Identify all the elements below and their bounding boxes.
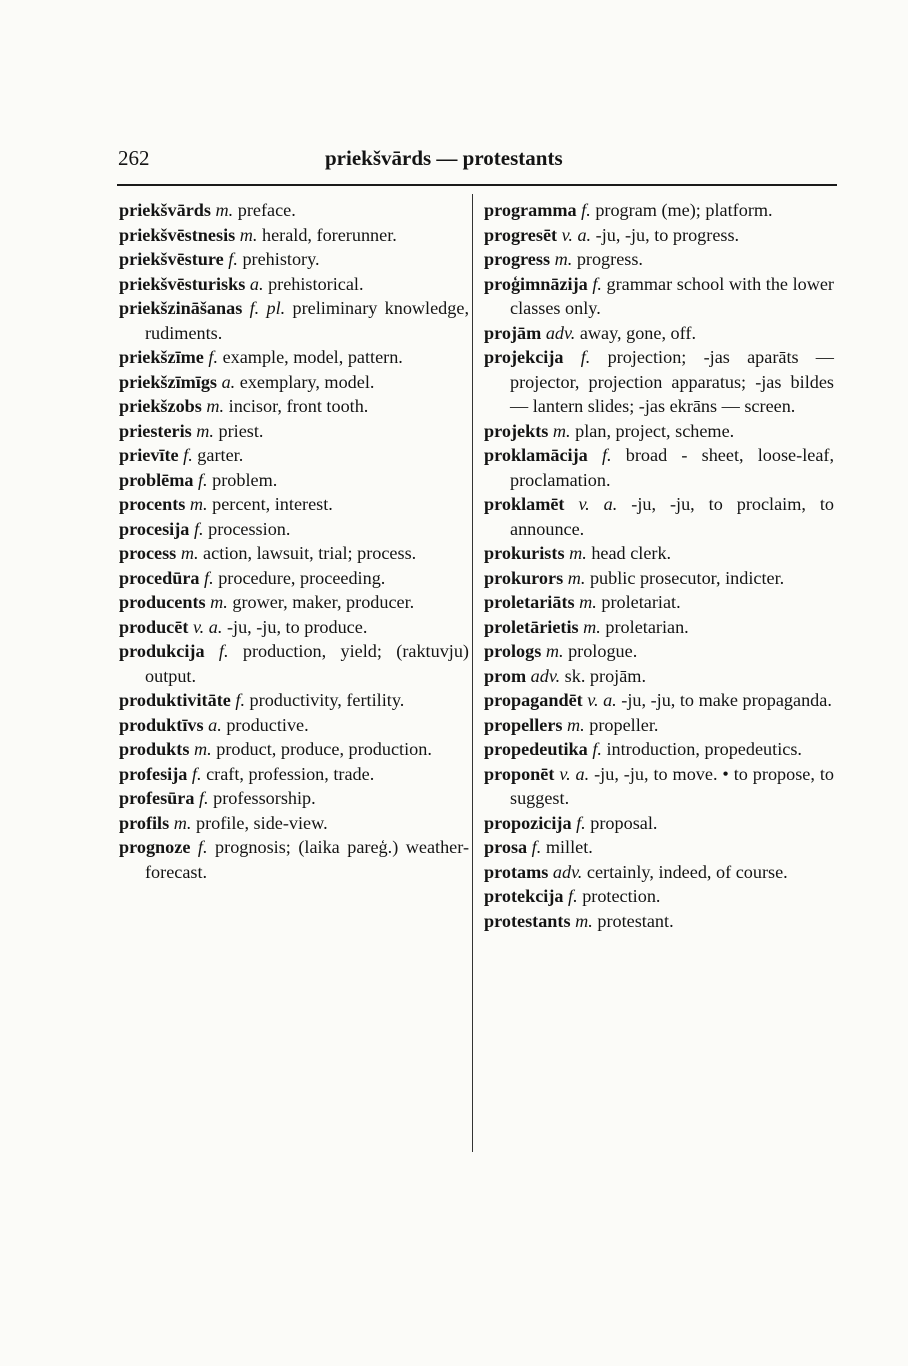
entry-grammar: f. bbox=[218, 641, 229, 661]
entry-headword: produktīvs bbox=[119, 714, 204, 735]
entry-headword: proklamēt bbox=[484, 494, 565, 514]
entry-definition: protection. bbox=[582, 886, 661, 906]
entry-definition: proletarian. bbox=[605, 616, 689, 637]
entry-headword: projām bbox=[484, 322, 542, 343]
entry-headword: prokurors bbox=[484, 567, 564, 588]
entry-definition: profile, side-view. bbox=[195, 812, 328, 833]
dictionary-entry bbox=[484, 345, 834, 419]
dictionary-entry bbox=[119, 688, 469, 713]
entry-definition: -ju, -ju, to progress. bbox=[595, 224, 740, 245]
entry-definition: productivity, fertility. bbox=[249, 690, 405, 710]
column-divider bbox=[472, 194, 473, 1152]
entry-headword: producents bbox=[119, 592, 206, 612]
dictionary-entry bbox=[119, 345, 469, 370]
dictionary-entry bbox=[484, 713, 834, 738]
entry-headword: profesūra bbox=[119, 788, 195, 808]
dictionary-entry bbox=[119, 272, 469, 297]
entry-headword: prom bbox=[484, 665, 527, 686]
entry-grammar: f. bbox=[191, 763, 202, 784]
entry-definition: -ju, -ju, to produce. bbox=[226, 616, 368, 637]
entry-grammar: v. a. bbox=[561, 224, 592, 245]
entry-grammar: f. bbox=[235, 690, 245, 710]
entry-grammar: m. bbox=[196, 420, 214, 441]
entry-definition: prologue. bbox=[568, 641, 638, 661]
dictionary-entry bbox=[119, 443, 469, 468]
entry-grammar: m. bbox=[583, 616, 601, 637]
entry-grammar: f. bbox=[592, 273, 602, 294]
entry-definition: productive. bbox=[226, 714, 309, 735]
entry-definition: craft, profession, trade. bbox=[206, 763, 375, 784]
dictionary-entry bbox=[119, 590, 469, 615]
entry-grammar: m. bbox=[180, 543, 199, 563]
entry-definition: production, yield; (raktuvju) output. bbox=[145, 641, 469, 686]
entry-grammar: v. a. bbox=[578, 494, 618, 514]
entry-definition: garter. bbox=[197, 445, 244, 465]
dictionary-entry bbox=[119, 566, 469, 591]
entry-headword: process bbox=[119, 543, 177, 563]
entry-headword: priekšzīmīgs bbox=[119, 371, 218, 392]
dictionary-entry bbox=[119, 419, 469, 444]
entry-headword: protekcija bbox=[484, 886, 564, 906]
entry-grammar: v. a. bbox=[192, 616, 223, 637]
dictionary-entry bbox=[484, 419, 834, 444]
running-head: priekšvārds — protestants bbox=[325, 146, 563, 170]
dictionary-entry bbox=[119, 296, 469, 345]
dictionary-entry bbox=[484, 615, 834, 640]
dictionary-entry bbox=[484, 664, 834, 689]
entry-definition: proposal. bbox=[590, 812, 658, 833]
entry-definition: -ju, -ju, to move. • to propose, to suggest. bbox=[510, 763, 835, 808]
entry-headword: problēma bbox=[119, 469, 194, 490]
entry-definition: grammar school with the lower classes only. bbox=[510, 273, 834, 318]
entry-definition: product, produce, production. bbox=[216, 739, 432, 759]
dictionary-entry bbox=[484, 321, 834, 346]
entry-definition: incisor, front tooth. bbox=[228, 396, 369, 416]
dictionary-entry bbox=[484, 223, 834, 248]
entry-headword: proģimnāzija bbox=[484, 273, 588, 294]
dictionary-entry bbox=[119, 811, 469, 836]
dictionary-entry bbox=[119, 468, 469, 493]
entry-headword: priekšzobs bbox=[119, 396, 202, 416]
entry-grammar: m. bbox=[189, 494, 208, 514]
dictionary-entry bbox=[119, 762, 469, 787]
entry-definition: broad - sheet, loose-leaf, proclamation. bbox=[510, 445, 834, 490]
dictionary-entry bbox=[119, 639, 469, 688]
entry-headword: programma bbox=[484, 200, 577, 220]
entry-grammar: f. bbox=[601, 445, 612, 465]
entry-headword: prosa bbox=[484, 837, 528, 857]
entry-definition: program (me); platform. bbox=[595, 200, 773, 220]
entry-headword: progress bbox=[484, 249, 551, 269]
entry-headword: proletārietis bbox=[484, 616, 579, 637]
entry-grammar: a. bbox=[249, 273, 264, 294]
entry-definition: protestant. bbox=[597, 910, 674, 931]
entry-grammar: f. bbox=[193, 518, 204, 539]
dictionary-entry bbox=[484, 737, 834, 762]
entry-grammar: m. bbox=[545, 641, 564, 661]
entry-definition: head clerk. bbox=[591, 543, 672, 563]
entry-definition: procedure, proceeding. bbox=[218, 567, 386, 588]
right-column bbox=[484, 198, 834, 933]
entry-grammar: f. bbox=[592, 739, 602, 759]
dictionary-entry bbox=[484, 272, 834, 321]
entry-grammar: m. bbox=[193, 739, 212, 759]
dictionary-entry bbox=[119, 713, 469, 738]
entry-headword: procesija bbox=[119, 518, 190, 539]
entry-headword: prokurists bbox=[484, 543, 565, 563]
entry-headword: priekšzīme bbox=[119, 347, 204, 367]
entry-grammar: f. bbox=[576, 812, 586, 833]
entry-grammar: f. pl. bbox=[249, 298, 286, 318]
entry-grammar: m. bbox=[569, 543, 587, 563]
entry-headword: prognoze bbox=[119, 837, 191, 857]
dictionary-entry bbox=[119, 517, 469, 542]
dictionary-entry bbox=[484, 884, 834, 909]
dictionary-entry bbox=[484, 909, 834, 934]
dictionary-entry bbox=[119, 223, 469, 248]
entry-grammar: m. bbox=[567, 714, 585, 735]
dictionary-entry bbox=[484, 443, 834, 492]
dictionary-entry bbox=[119, 541, 469, 566]
entry-definition: percent, interest. bbox=[212, 494, 333, 514]
entry-definition: problem. bbox=[212, 469, 278, 490]
entry-definition: professorship. bbox=[213, 788, 316, 808]
dictionary-entry bbox=[484, 811, 834, 836]
entry-definition: prehistorical. bbox=[268, 273, 364, 294]
entry-headword: profesija bbox=[119, 763, 188, 784]
entry-definition: preliminary knowledge, rudiments. bbox=[145, 298, 469, 343]
dictionary-entry bbox=[119, 615, 469, 640]
entry-grammar: f. bbox=[531, 837, 542, 857]
entry-grammar: m. bbox=[215, 200, 234, 220]
entry-grammar: m. bbox=[567, 567, 586, 588]
entry-definition: prognosis; (laika pareģ.) weather-forecast. bbox=[145, 837, 470, 882]
dictionary-entry bbox=[119, 737, 469, 762]
entry-headword: proklamācija bbox=[484, 445, 588, 465]
entry-definition: grower, maker, producer. bbox=[232, 592, 415, 612]
entry-grammar: adv. bbox=[545, 322, 576, 343]
entry-headword: protams bbox=[484, 861, 549, 882]
entry-headword: profils bbox=[119, 812, 170, 833]
entry-grammar: m. bbox=[575, 910, 593, 931]
entry-grammar: m. bbox=[210, 592, 228, 612]
dictionary-entry bbox=[484, 590, 834, 615]
entry-definition: -ju, -ju, to proclaim, to announce. bbox=[510, 494, 835, 539]
entry-grammar: f. bbox=[581, 200, 591, 220]
dictionary-entry bbox=[484, 835, 834, 860]
entry-definition: introduction, propedeutics. bbox=[606, 739, 802, 759]
entry-headword: priekšvēsture bbox=[119, 249, 224, 269]
entry-definition: preface. bbox=[237, 200, 296, 220]
entry-definition: away, gone, off. bbox=[579, 322, 696, 343]
dictionary-entry bbox=[484, 762, 834, 811]
dictionary-entry bbox=[484, 688, 834, 713]
entry-grammar: adv. bbox=[552, 861, 583, 882]
entry-definition: action, lawsuit, trial; process. bbox=[203, 543, 417, 563]
entry-grammar: m. bbox=[579, 592, 597, 612]
entry-headword: priesteris bbox=[119, 420, 192, 441]
entry-headword: propellers bbox=[484, 714, 563, 735]
dictionary-entry bbox=[119, 786, 469, 811]
entry-headword: prievīte bbox=[119, 445, 179, 465]
entry-headword: produktivitāte bbox=[119, 690, 231, 710]
dictionary-entry bbox=[484, 247, 834, 272]
dictionary-entry bbox=[119, 370, 469, 395]
entry-definition: plan, project, scheme. bbox=[575, 420, 735, 441]
entry-headword: priekšvēstnesis bbox=[119, 224, 236, 245]
dictionary-entry bbox=[119, 198, 469, 223]
dictionary-entry bbox=[484, 198, 834, 223]
entry-definition: public prosecutor, indicter. bbox=[589, 567, 785, 588]
entry-grammar: f. bbox=[183, 445, 193, 465]
dictionary-entry bbox=[484, 860, 834, 885]
entry-grammar: f. bbox=[208, 347, 219, 367]
header-rule bbox=[117, 184, 837, 186]
entry-grammar: f. bbox=[580, 347, 591, 367]
page-header bbox=[118, 146, 836, 176]
entry-definition: projection; -jas aparāts — projector, projection apparatus; -jas bildes — lantern slides; -jas ekrāns — screen. bbox=[510, 347, 834, 416]
dictionary-entry bbox=[119, 247, 469, 272]
page-number: 262 bbox=[118, 146, 150, 170]
entry-headword: protestants bbox=[484, 910, 571, 931]
dictionary-entry bbox=[484, 541, 834, 566]
entry-grammar: m. bbox=[173, 812, 192, 833]
entry-headword: progresēt bbox=[484, 224, 558, 245]
entry-grammar: m. bbox=[206, 396, 225, 416]
entry-headword: procedūra bbox=[119, 567, 200, 588]
entry-definition: -ju, -ju, to make propaganda. bbox=[621, 690, 832, 710]
entry-grammar: f. bbox=[568, 886, 578, 906]
entry-headword: producēt bbox=[119, 616, 189, 637]
entry-grammar: f. bbox=[197, 469, 208, 490]
entry-grammar: f. bbox=[204, 567, 214, 588]
dictionary-entry bbox=[119, 835, 469, 884]
entry-grammar: a. bbox=[208, 714, 222, 735]
entry-grammar: m. bbox=[552, 420, 571, 441]
entry-grammar: adv. bbox=[530, 665, 561, 686]
entry-headword: propedeutika bbox=[484, 739, 588, 759]
entry-headword: produkts bbox=[119, 739, 190, 759]
dictionary-entry bbox=[484, 566, 834, 591]
entry-headword: propagandēt bbox=[484, 690, 583, 710]
dictionary-entry bbox=[119, 394, 469, 419]
entry-grammar: f. bbox=[228, 249, 238, 269]
entry-headword: prologs bbox=[484, 641, 542, 661]
entry-definition: propeller. bbox=[589, 714, 659, 735]
entry-headword: propozicija bbox=[484, 812, 572, 833]
entry-definition: procession. bbox=[208, 518, 291, 539]
entry-definition: prehistory. bbox=[242, 249, 320, 269]
entry-headword: produkcija bbox=[119, 641, 205, 661]
left-column bbox=[119, 198, 469, 884]
entry-grammar: m. bbox=[239, 224, 258, 245]
entry-definition: certainly, indeed, of course. bbox=[586, 861, 788, 882]
entry-definition: progress. bbox=[576, 249, 643, 269]
dictionary-entry bbox=[484, 492, 834, 541]
entry-headword: procents bbox=[119, 494, 186, 514]
entry-grammar: v. a. bbox=[587, 690, 617, 710]
entry-headword: priekšvārds bbox=[119, 200, 211, 220]
entry-grammar: a. bbox=[221, 371, 236, 392]
dictionary-entry bbox=[119, 492, 469, 517]
entry-headword: proponēt bbox=[484, 763, 555, 784]
entry-definition: millet. bbox=[545, 837, 593, 857]
entry-headword: proletariāts bbox=[484, 592, 575, 612]
entry-headword: priekšzināšanas bbox=[119, 298, 243, 318]
entry-headword: priekšvēsturisks bbox=[119, 273, 246, 294]
entry-definition: example, model, pattern. bbox=[222, 347, 403, 367]
entry-grammar: f. bbox=[197, 837, 208, 857]
entry-grammar: v. a. bbox=[559, 763, 590, 784]
entry-definition: exemplary, model. bbox=[239, 371, 375, 392]
entry-definition: proletariat. bbox=[601, 592, 681, 612]
entry-headword: projekcija bbox=[484, 347, 564, 367]
entry-definition: herald, forerunner. bbox=[261, 224, 397, 245]
dictionary-entry bbox=[484, 639, 834, 664]
entry-grammar: m. bbox=[554, 249, 573, 269]
entry-headword: projekts bbox=[484, 420, 549, 441]
entry-definition: sk. projām. bbox=[564, 665, 647, 686]
entry-grammar: f. bbox=[199, 788, 209, 808]
entry-definition: priest. bbox=[218, 420, 264, 441]
